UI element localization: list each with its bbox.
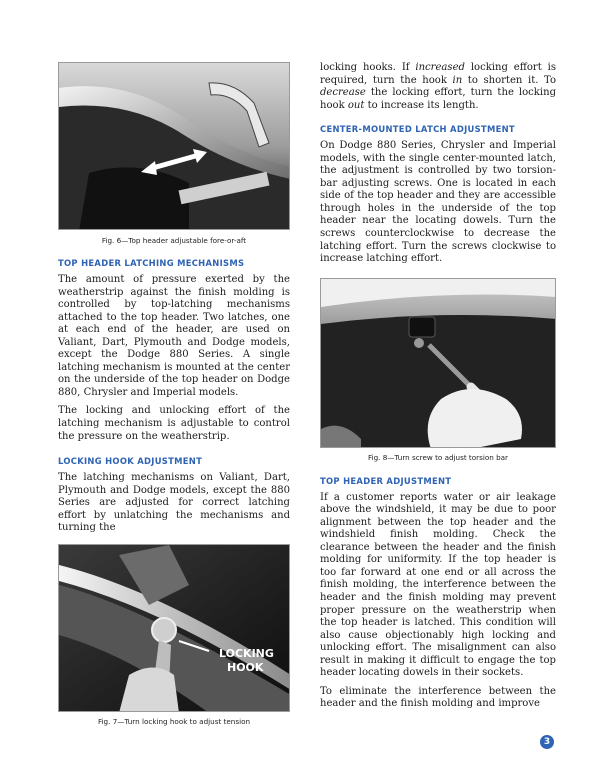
fig7-illustration [59,545,290,712]
paragraph-interference: To eliminate the interference between the header and the finish molding and improve [320,685,556,710]
heading-top-header-latching: TOP HEADER LATCHING MECHANISMS [58,258,245,268]
fig7-photo [58,544,290,712]
paragraph-locking-effort: The locking and unlocking effort of the latching mechanism is adjustable to control the pressure on the weatherstrip. [58,405,290,442]
paragraph-pressure: The amount of pressure exerted by the weatherstrip against the finish molding is controlled by top-latching mechanisms attached to the top header. Two latches, one at each end of the header, are used on Valiant, Dart, Plymouth and Dodge models, except the Dodge 880 Series. A single latching mechanism is mounted at the center on the underside of the top header on Dodge 880, Chrysler and Imperial models. [58,274,290,398]
heading-top-header-adjustment: TOP HEADER ADJUSTMENT [320,475,452,486]
paragraph-alignment: If a customer reports water or air leakage above the windshield, it may be due to poor alignment between the top header and the windshield finish molding. Check the clearance between the header and the finish molding for uniformity. If the top header is too far forward at one end or all across the finish molding, the interference between the header and the finish molding may prevent proper pressure on the weatherstrip when the top header is latched. This condition will also cause objectionably high locking and unlocking effort. The misalignment can also result in making it difficult to engage the top header locating dowels in their sockets. [320,491,556,679]
right-column [320,62,556,711]
fig8-illustration [321,279,556,448]
fig6-illustration [59,63,290,230]
fig6-photo [58,62,290,230]
locking-label-line2: HOOK [227,660,264,674]
fig7-caption: Fig. 7—Turn locking hook to adjust tension [97,716,251,726]
fig6-caption: Fig. 6—Top header adjustable fore-or-aft [101,236,247,245]
heading-locking-hook: LOCKING HOOK ADJUSTMENT [58,456,203,467]
locking-label-line1: LOCKING [219,646,274,660]
heading-center-mounted-latch: CENTER-MOUNTED LATCH ADJUSTMENT [320,124,515,135]
paragraph-hook-adjust: The latching mechanisms on Valiant, Dart, Plymouth and Dodge models, except the 880 Series are adjusted for correct latching effort by unlatching the mechanisms and turning the [58,472,290,534]
page-number-badge: 3 [540,735,554,749]
left-column [58,62,290,726]
fig8-caption: Fig. 8—Turn screw to adjust torsion bar [367,452,509,462]
paragraph-center-latch: On Dodge 880 Series, Chrysler and Imperial models, with the single center-mounted latch, the adjustment is controlled by two torsion-bar adjusting screws. One is located in each side of the top header and they are accessible through holes in the underside of the top header near the locating dowels. Turn the screws counterclockwise to decrease the latching effort. Turn the screws clockwise to increase latching effort. [320,140,556,265]
fig8-photo [320,278,556,448]
paragraph-hook-continued: locking hooks. If increased locking effort is required, turn the hook in to shorten it. To decrease the locking effort, turn the locking hook out to increase its length. [320,62,556,111]
